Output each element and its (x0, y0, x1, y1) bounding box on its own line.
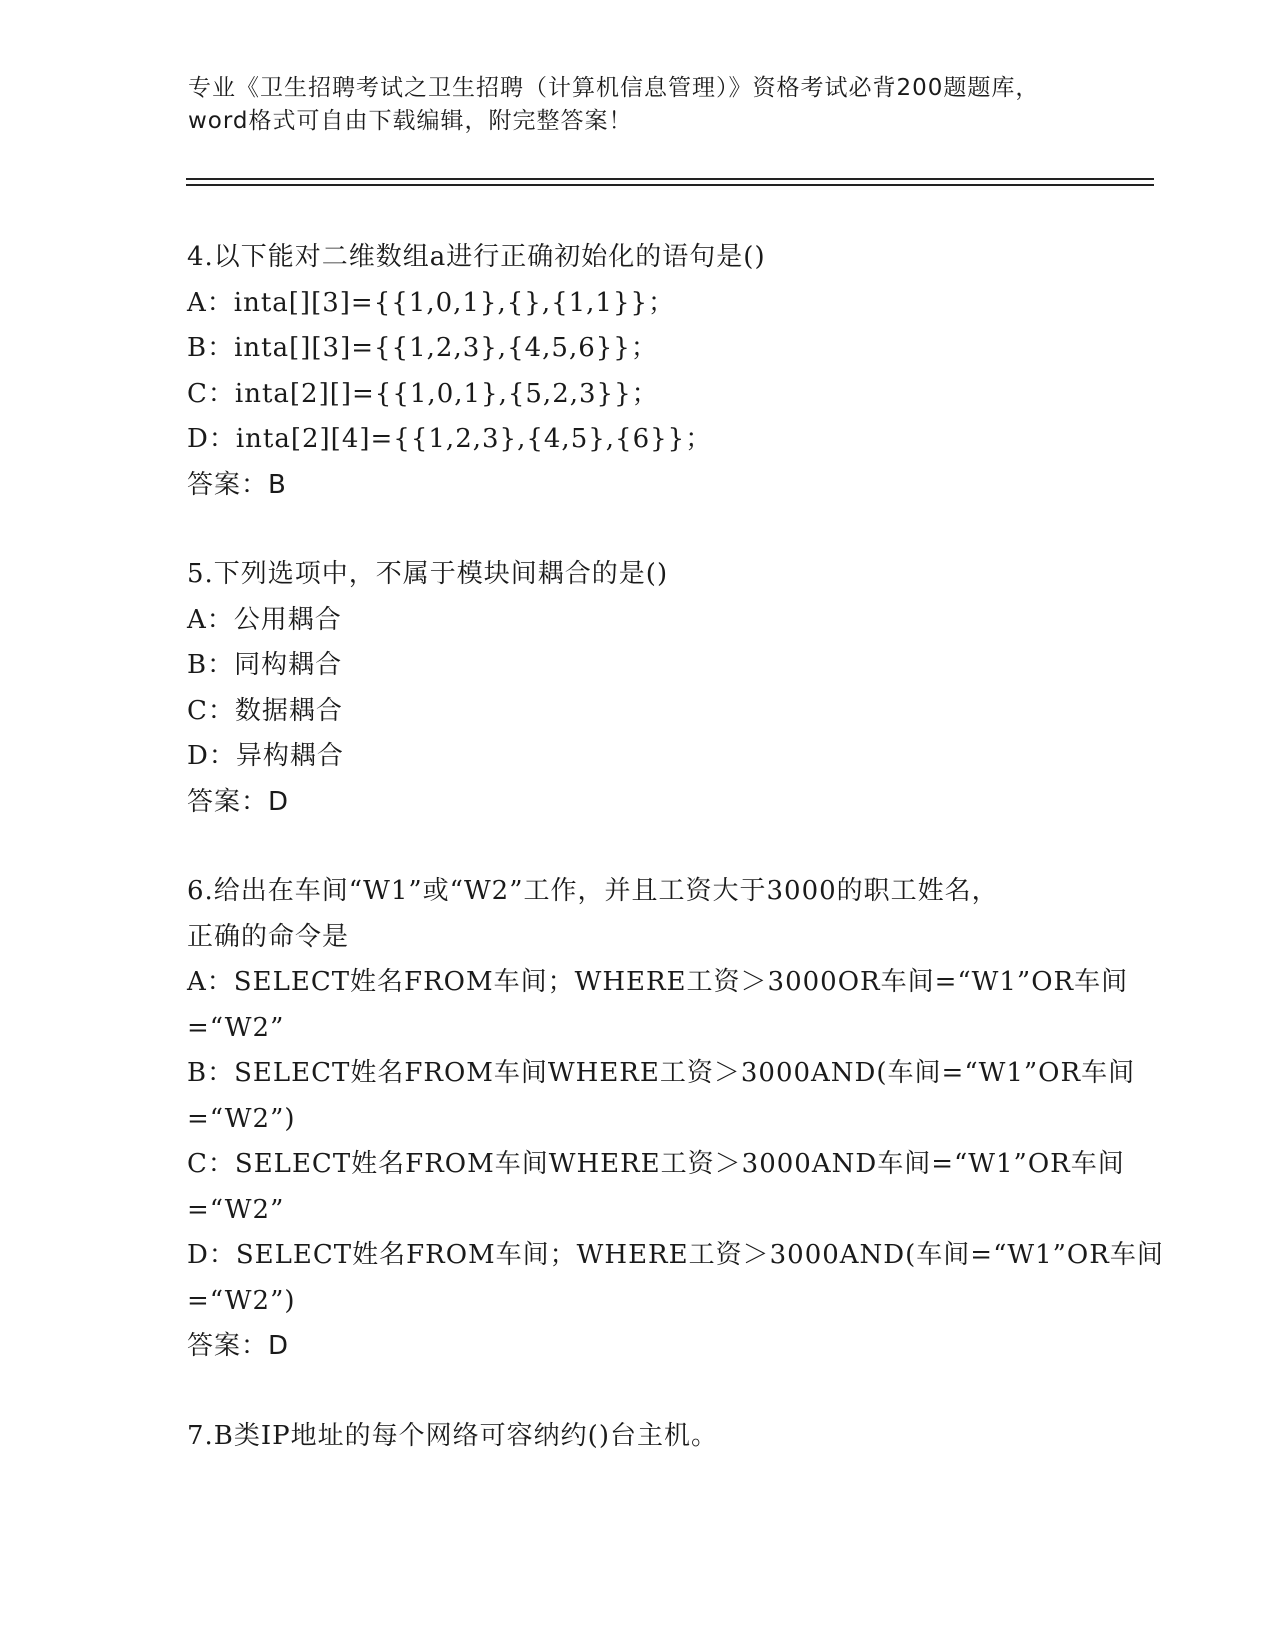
answer-option: B：同构耦合 (187, 650, 343, 680)
answer-option: C：数据耦合 (187, 695, 343, 726)
question-3 (187, 1414, 1147, 1460)
answer-option: C：SELECT姓名FROM车间WHERE工资＞3000AND车间=“W1”OR车间 (187, 1149, 1125, 1179)
question-stem: 4.以下能对二维数组a进行正确初始化的语句是() (187, 242, 766, 272)
answer-option: =“W2” (187, 1012, 285, 1043)
answer-option: D：inta[2][4]={{1,2,3},{4,5},{6}}； (187, 424, 713, 454)
question-stem: 7.B类IP地址的每个网络可容纳约()台主机。 (187, 1420, 718, 1451)
answer-option: =“W2”) (187, 1103, 296, 1134)
question-stem: 6.给出在车间“W1”或“W2”工作，并且工资大于3000的职工姓名， (187, 876, 999, 906)
answer-key: 答案：D (187, 786, 290, 817)
answer-option: A：SELECT姓名FROM车间；WHERE工资＞3000OR车间=“W1”OR车间 (187, 967, 1129, 997)
question-stem: 5.下列选项中，不属于模块间耦合的是() (187, 559, 669, 589)
answer-key: 答案：D (187, 1331, 290, 1361)
question-2 (187, 869, 1164, 1370)
header-divider-top (186, 178, 1154, 180)
answer-option: A：inta[][3]={{1,0,1},{},{1,1}}； (187, 287, 676, 318)
question-stem: 正确的命令是 (187, 921, 350, 952)
answer-option: B：SELECT姓名FROM车间WHERE工资＞3000AND(车间=“W1”OR车间 (187, 1058, 1136, 1088)
answer-option: C：inta[2][]={{1,0,1},{5,2,3}}； (187, 378, 659, 409)
question-0 (187, 235, 1147, 508)
answer-option: =“W2” (187, 1194, 285, 1225)
header-title-line-1: 专业《卫生招聘考试之卫生招聘（计算机信息管理）》资格考试必背200题题库， (188, 75, 1040, 101)
answer-option: D：SELECT姓名FROM车间；WHERE工资＞3000AND(车间=“W1”OR车间 (187, 1240, 1164, 1270)
question-list (187, 235, 1164, 1503)
answer-option: =“W2”) (187, 1285, 296, 1316)
answer-option: A：公用耦合 (187, 604, 342, 635)
document-header (188, 72, 1088, 138)
answer-option: B：inta[][3]={{1,2,3},{4,5,6}}； (187, 333, 658, 363)
answer-key: 答案：B (187, 469, 287, 500)
header-title-line-2: word格式可自由下载编辑，附完整答案！ (188, 108, 633, 134)
question-1 (187, 552, 1147, 825)
header-divider-bottom (186, 184, 1154, 186)
answer-option: D：异构耦合 (187, 741, 344, 771)
